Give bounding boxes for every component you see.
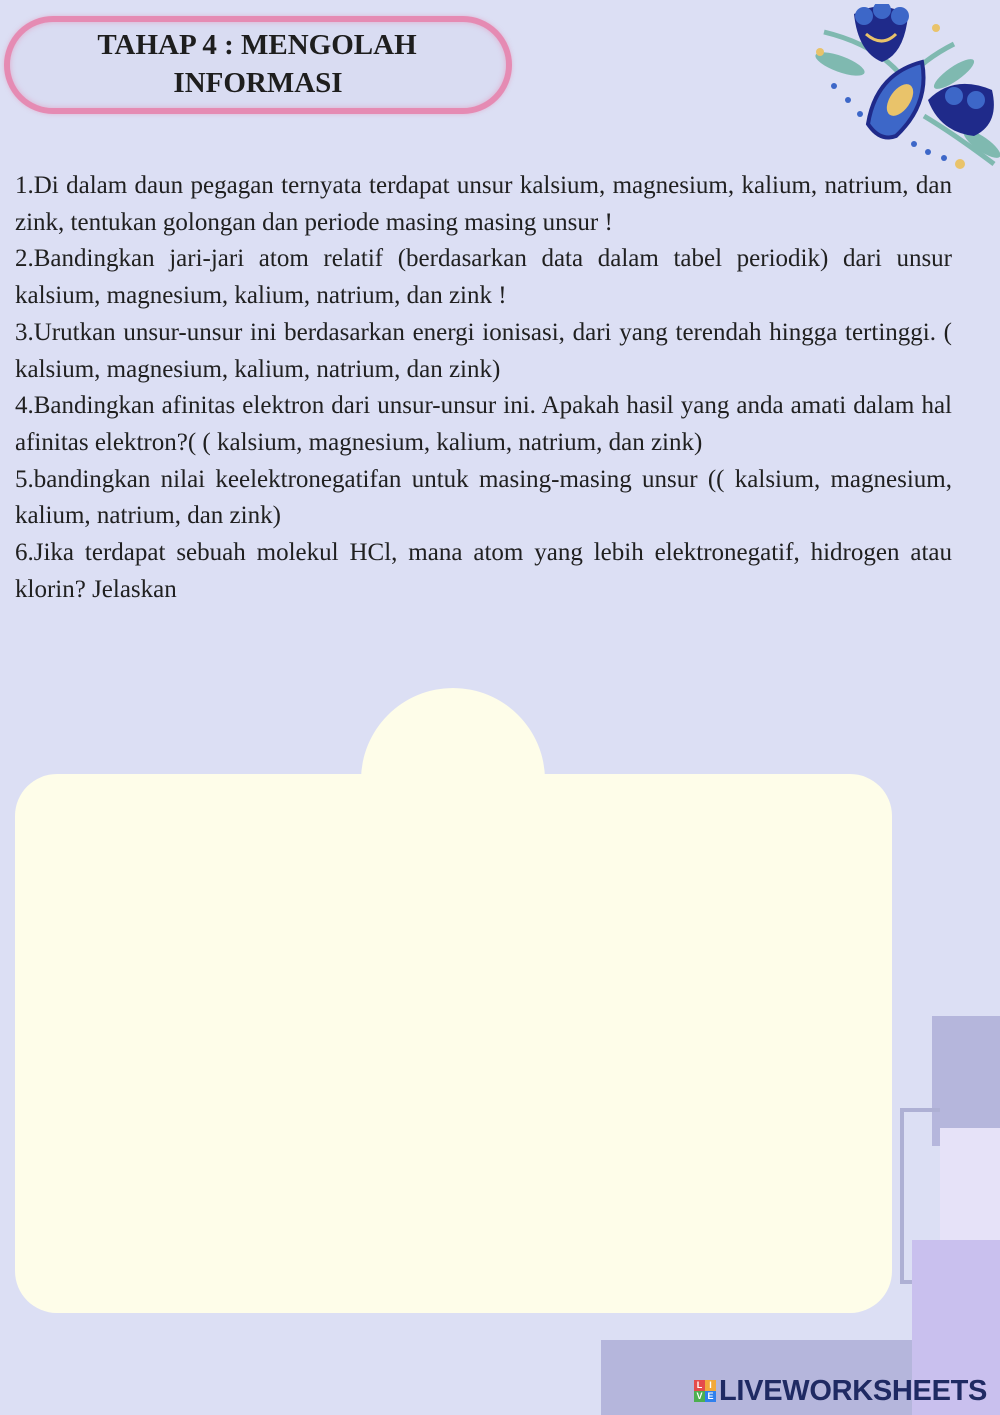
stage-title-banner — [4, 16, 512, 114]
stage-title-line2: INFORMASI — [173, 67, 343, 99]
answer-area[interactable] — [15, 774, 892, 1313]
question-5: 5.bandingkan nilai keelektronegatifan untuk masing-masing unsur (( kalsium, magnesium, kalium, natrium, dan zink) — [15, 465, 952, 530]
brand-wordmark: LIVEWORKSHEETS — [719, 1374, 988, 1407]
stage-title-line1: TAHAP 4 : MENGOLAH — [97, 29, 417, 61]
floral-ornament-icon — [804, 4, 1000, 174]
decor-block — [932, 1016, 1000, 1146]
liveworksheets-brand — [694, 1374, 987, 1408]
question-list — [15, 168, 952, 608]
question-4: 4.Bandingkan afinitas elektron dari unsur-unsur ini. Apakah hasil yang anda amati dalam hal afinitas elektron?( ( kalsium, magnesium, kalium, natrium, dan zink) — [15, 392, 952, 456]
question-2: 2.Bandingkan jari-jari atom relatif (berdasarkan data dalam tabel periodik) dari unsur kalsium, magnesium, kalium, natrium, dan zink ! — [15, 245, 952, 310]
question-1: 1.Di dalam daun pegagan ternyata terdapat unsur kalsium, magnesium, kalium, natrium, dan zink, tentukan golongan dan periode masing masing unsur ! — [15, 172, 952, 236]
question-3: 3.Urutkan unsur-unsur ini berdasarkan energi ionisasi, dari yang terendah hingga tertinggi. ( kalsium, magnesium, kalium, natrium, dan zink) — [15, 318, 952, 383]
liveworksheets-logo-icon: L I V E — [694, 1380, 716, 1402]
question-6: 6.Jika terdapat sebuah molekul HCl, mana atom yang lebih elektronegatif, hidrogen atau klorin? Jelaskan — [15, 539, 952, 603]
